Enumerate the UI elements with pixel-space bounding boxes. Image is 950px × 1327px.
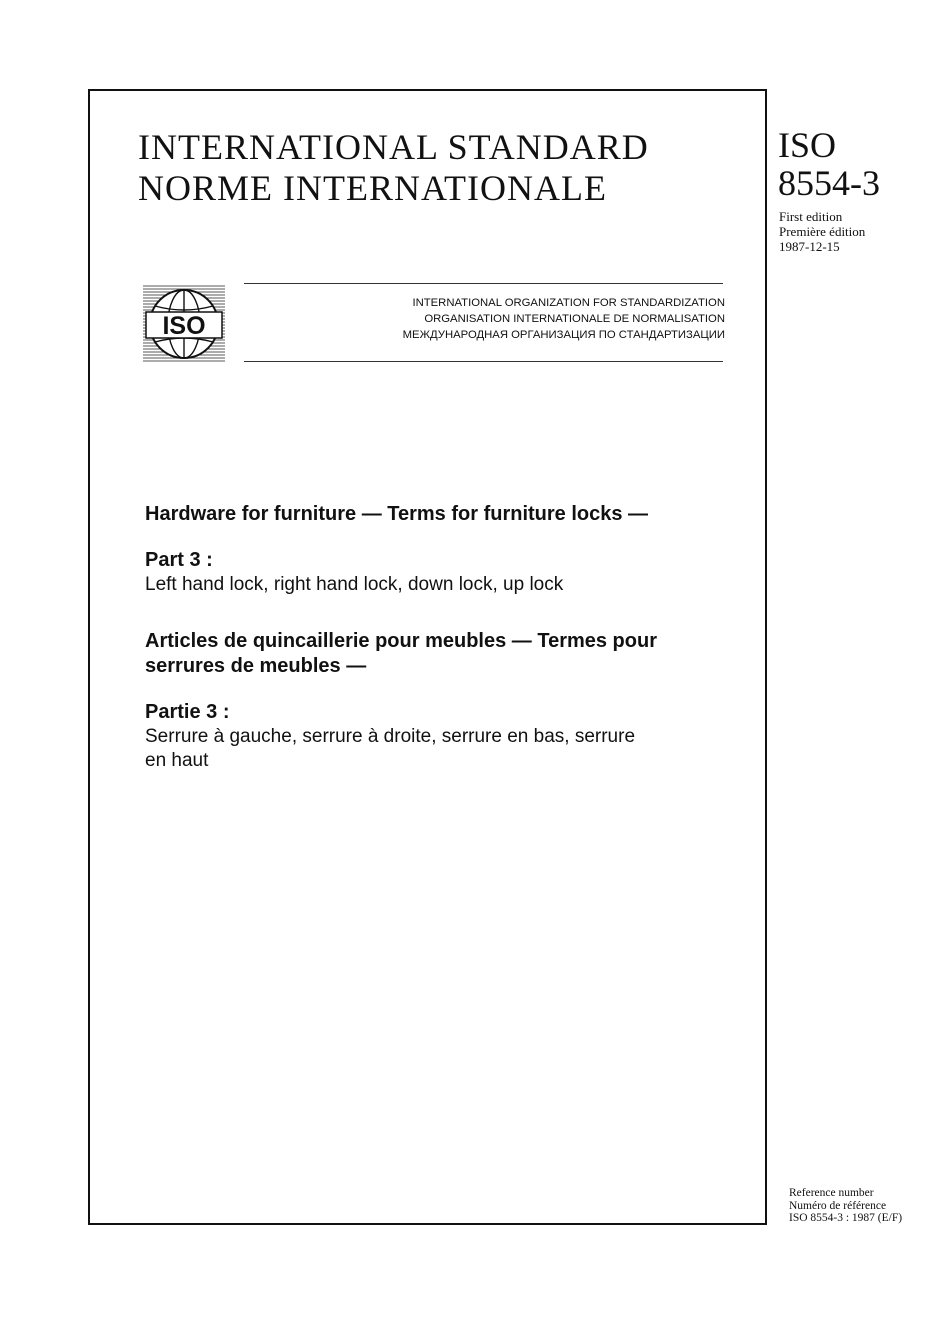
org-top-rule bbox=[244, 283, 723, 284]
org-bottom-rule bbox=[244, 361, 723, 362]
org-name-english: INTERNATIONAL ORGANIZATION FOR STANDARDIZATION bbox=[412, 297, 725, 309]
english-title-block bbox=[145, 502, 735, 597]
edition-french: Première édition bbox=[779, 224, 866, 239]
french-part-label: Partie 3 : bbox=[145, 701, 230, 723]
iso-logo-icon bbox=[143, 284, 225, 364]
logo-text: ISO bbox=[162, 312, 206, 340]
edition-english: First edition bbox=[779, 209, 843, 224]
document-title bbox=[138, 127, 649, 209]
edition-date: 1987-12-15 bbox=[779, 239, 840, 254]
title-french: NORME INTERNATIONALE bbox=[138, 168, 607, 208]
title-english: INTERNATIONAL STANDARD bbox=[138, 127, 649, 167]
reference-label-french: Numéro de référence bbox=[789, 1199, 887, 1212]
code-number: 8554-3 bbox=[778, 163, 880, 203]
english-part-label: Part 3 : bbox=[145, 549, 213, 571]
french-part-title-line2: en haut bbox=[145, 750, 209, 771]
org-name-french: ORGANISATION INTERNATIONALE DE NORMALISATION bbox=[424, 313, 725, 325]
edition-info bbox=[779, 209, 865, 254]
french-main-title-line2: serrures de meubles — bbox=[145, 655, 367, 677]
english-part-title: Left hand lock, right hand lock, down lock, up lock bbox=[145, 574, 564, 595]
organization-names bbox=[385, 295, 725, 343]
reference-label-english: Reference number bbox=[789, 1187, 874, 1199]
code-prefix: ISO bbox=[778, 125, 837, 165]
standard-code bbox=[778, 126, 880, 202]
french-part-title-line1: Serrure à gauche, serrure à droite, serrure en bas, serrure bbox=[145, 726, 636, 747]
french-title-block bbox=[145, 629, 735, 773]
reference-number: ISO 8554-3 : 1987 (E/F) bbox=[789, 1212, 903, 1224]
english-main-title: Hardware for furniture — Terms for furniture locks — bbox=[145, 503, 649, 525]
reference-number-block bbox=[789, 1187, 902, 1225]
org-name-russian: МЕЖДУНАРОДНАЯ ОРГАНИЗАЦИЯ ПО СТАНДАРТИЗАЦИИ bbox=[402, 329, 725, 341]
frame-divider bbox=[765, 89, 767, 1225]
french-main-title-line1: Articles de quincaillerie pour meubles — Termes pour bbox=[145, 630, 657, 652]
